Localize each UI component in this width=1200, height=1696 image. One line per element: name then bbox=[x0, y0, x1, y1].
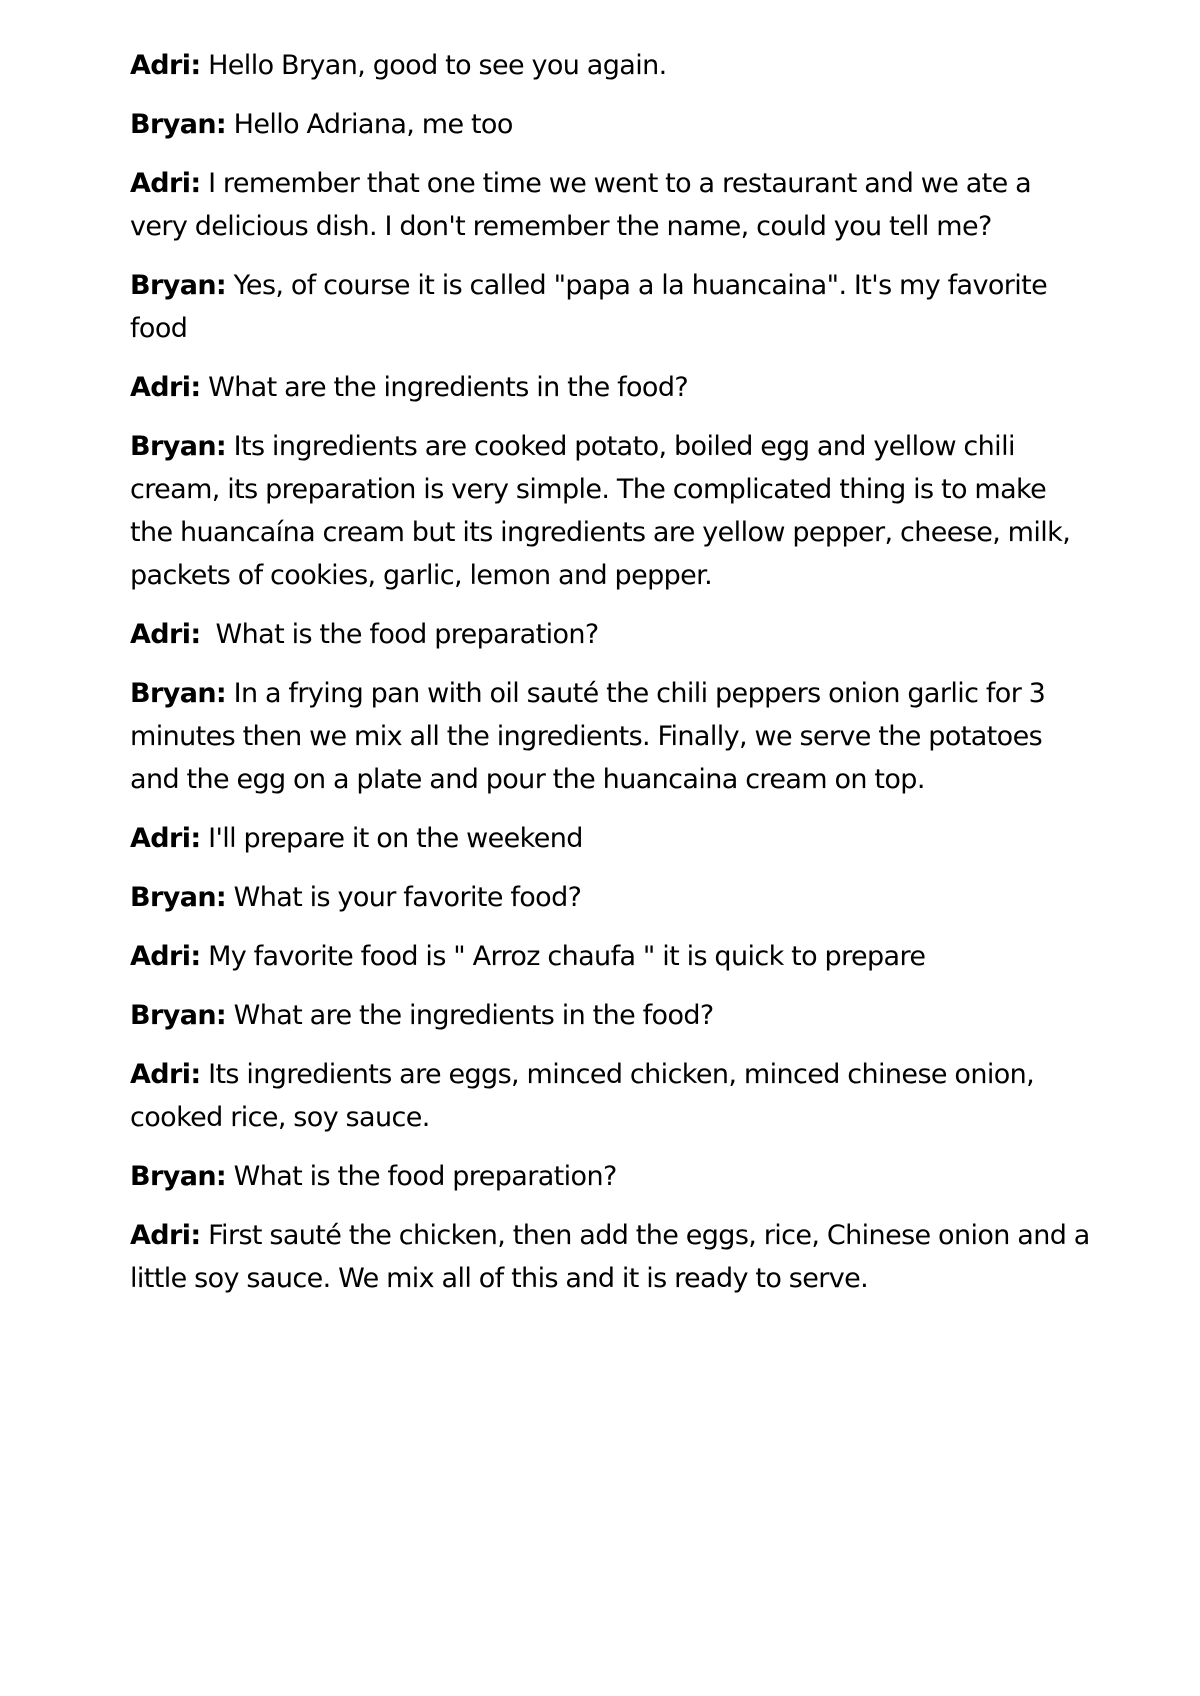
dialogue-text: What are the ingredients in the food? bbox=[226, 1000, 714, 1031]
dialogue-text: My favorite food is " Arroz chaufa " it is quick to prepare bbox=[200, 941, 926, 972]
dialogue-line bbox=[130, 613, 1090, 656]
dialogue-line bbox=[130, 366, 1090, 409]
dialogue-text: In a frying pan with oil sauté the chili peppers onion garlic for 3 minutes then we mix all the ingredients. Finally, we serve the potatoes and the egg on a plate and pour the huancaina cream on top. bbox=[130, 678, 1046, 795]
dialogue-line bbox=[130, 162, 1090, 248]
dialogue-line bbox=[130, 994, 1090, 1037]
dialogue-text: Yes, of course it is called "papa a la huancaina". It's my favorite food bbox=[130, 270, 1048, 344]
speaker-name: Adri: bbox=[130, 50, 201, 81]
speaker-name: Adri: bbox=[130, 823, 201, 854]
speaker-name: Bryan: bbox=[130, 270, 227, 301]
dialogue-text: Hello Bryan, good to see you again. bbox=[200, 50, 667, 81]
dialogue-text: What is the food preparation? bbox=[226, 1161, 617, 1192]
speaker-name: Bryan: bbox=[130, 109, 227, 140]
dialogue-text: What is your favorite food? bbox=[226, 882, 582, 913]
dialogue-line bbox=[130, 1053, 1090, 1139]
speaker-name: Bryan: bbox=[130, 678, 227, 709]
speaker-name: Bryan: bbox=[130, 1000, 227, 1031]
speaker-name: Adri: bbox=[130, 941, 201, 972]
dialogue-line bbox=[130, 425, 1090, 597]
speaker-name: Bryan: bbox=[130, 431, 227, 462]
speaker-name: Bryan: bbox=[130, 1161, 227, 1192]
speaker-name: Adri: bbox=[130, 168, 201, 199]
dialogue-text: Its ingredients are eggs, minced chicken, minced chinese onion, cooked rice, soy sauce. bbox=[130, 1059, 1035, 1133]
dialogue-text: Hello Adriana, me too bbox=[226, 109, 513, 140]
speaker-name: Adri: bbox=[130, 1220, 201, 1251]
dialogue-text: Its ingredients are cooked potato, boiled egg and yellow chili cream, its preparation is very simple. The complicated thing is to make the huancaína cream but its ingredients are yellow pepper, cheese, milk, packets of cookies, garlic, lemon and pepper. bbox=[130, 431, 1071, 591]
dialogue-text: First sauté the chicken, then add the eggs, rice, Chinese onion and a little soy sauce. We mix all of this and it is ready to serve. bbox=[130, 1220, 1090, 1294]
dialogue-line bbox=[130, 44, 1090, 87]
dialogue bbox=[130, 44, 1090, 1316]
dialogue-text: What is the food preparation? bbox=[200, 619, 599, 650]
dialogue-line bbox=[130, 264, 1090, 350]
dialogue-line bbox=[130, 1214, 1090, 1300]
speaker-name: Adri: bbox=[130, 1059, 201, 1090]
dialogue-line bbox=[130, 876, 1090, 919]
speaker-name: Adri: bbox=[130, 619, 201, 650]
speaker-name: Bryan: bbox=[130, 882, 227, 913]
speaker-name: Adri: bbox=[130, 372, 201, 403]
dialogue-line bbox=[130, 672, 1090, 801]
dialogue-line bbox=[130, 1155, 1090, 1198]
dialogue-text: I remember that one time we went to a restaurant and we ate a very delicious dish. I don't remember the name, could you tell me? bbox=[130, 168, 1032, 242]
dialogue-line bbox=[130, 817, 1090, 860]
dialogue-line bbox=[130, 103, 1090, 146]
dialogue-line bbox=[130, 935, 1090, 978]
dialogue-text: What are the ingredients in the food? bbox=[200, 372, 689, 403]
dialogue-text: I'll prepare it on the weekend bbox=[200, 823, 583, 854]
